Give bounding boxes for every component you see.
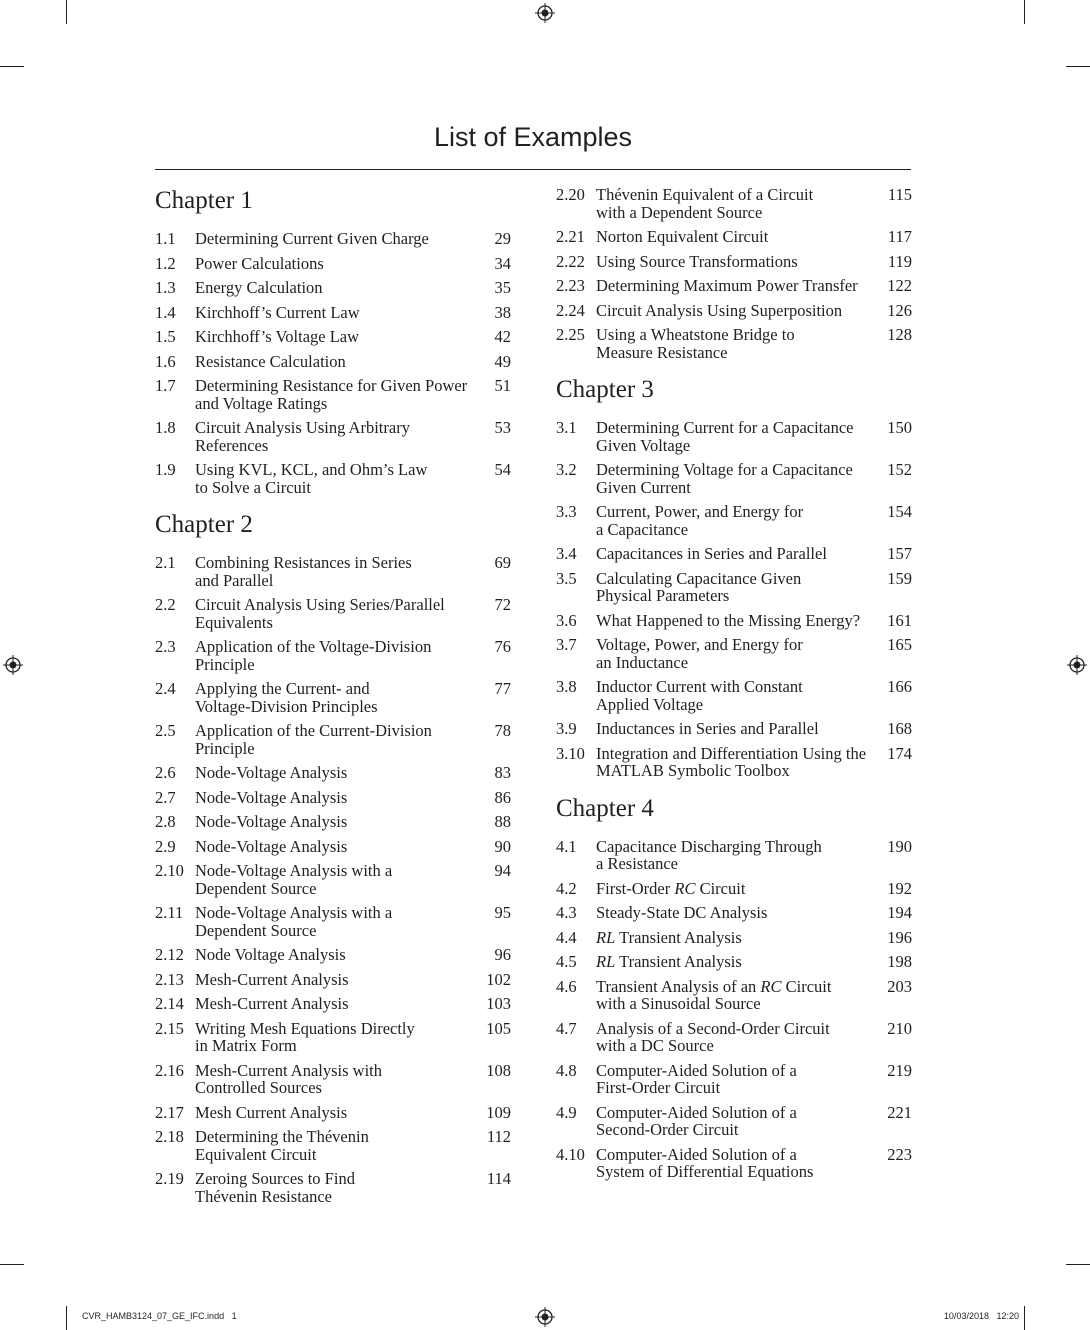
example-entry[interactable] <box>155 419 511 454</box>
example-page: 109 <box>486 1102 511 1122</box>
example-title: Node-Voltage Analysis <box>195 812 348 831</box>
example-title: Node-Voltage Analysis <box>195 836 348 856</box>
example-title: Computer-Aided Solution of a System of Differential Equations <box>596 1144 814 1181</box>
example-entry[interactable] <box>155 1104 511 1122</box>
example-title: Kirchhoff’s Voltage Law <box>195 327 360 346</box>
example-number: 2.12 <box>155 945 184 964</box>
example-number: 1.1 <box>155 229 176 248</box>
example-entry[interactable] <box>155 838 511 856</box>
footer-date: 10/03/2018 12:20 <box>943 1311 1019 1321</box>
example-number: 2.14 <box>155 994 184 1013</box>
example-page: 122 <box>887 276 912 295</box>
example-entry[interactable] <box>155 946 511 964</box>
chapter-heading: Chapter 1 <box>155 187 253 214</box>
example-page: 34 <box>494 253 511 273</box>
example-title: Node-Voltage Analysis <box>195 787 348 807</box>
example-number: 2.25 <box>556 325 585 344</box>
example-number: 1.3 <box>155 278 176 297</box>
example-page: 51 <box>494 376 511 395</box>
example-title: Node Voltage Analysis <box>195 945 346 964</box>
example-number: 4.3 <box>556 903 577 922</box>
example-number: 2.19 <box>155 1169 184 1188</box>
example-title: Application of the Current-Division Principle <box>195 721 432 758</box>
example-page: 168 <box>887 719 912 738</box>
example-entry[interactable] <box>556 978 912 1013</box>
title-rule <box>155 169 911 170</box>
example-entry[interactable] <box>556 461 912 496</box>
example-number: 2.1 <box>155 553 176 572</box>
example-page: 126 <box>887 300 912 320</box>
example-page: 115 <box>887 185 912 204</box>
example-entry[interactable] <box>556 838 912 873</box>
example-entry[interactable] <box>155 789 511 807</box>
example-entry[interactable] <box>556 745 912 780</box>
chapter-section <box>155 186 511 496</box>
example-entry[interactable] <box>155 304 511 322</box>
example-page: 161 <box>887 610 912 630</box>
chapter-section <box>556 794 912 1181</box>
example-page: 105 <box>486 1018 511 1038</box>
example-title: Determining Current for a Capacitance Given Voltage <box>596 418 854 455</box>
example-page: 76 <box>494 637 511 656</box>
example-page: 112 <box>486 1127 511 1146</box>
example-title: Node-Voltage Analysis with a Dependent Source <box>195 861 393 898</box>
example-title: Circuit Analysis Using Superposition <box>596 300 843 320</box>
registration-mark-icon <box>1067 655 1087 675</box>
example-title: Resistance Calculation <box>195 351 346 371</box>
example-entry[interactable] <box>155 764 511 782</box>
example-page: 154 <box>887 502 912 521</box>
example-number: 3.5 <box>556 568 577 588</box>
crop-mark <box>1024 1306 1025 1330</box>
example-entry[interactable] <box>155 596 511 631</box>
example-entry[interactable] <box>556 612 912 630</box>
example-number: 4.9 <box>556 1102 577 1122</box>
example-title: Node-Voltage Analysis with a Dependent Source <box>195 903 393 940</box>
example-title: Voltage, Power, and Energy for an Inductance <box>596 635 803 672</box>
example-title: Mesh-Current Analysis <box>195 969 349 989</box>
example-entry[interactable] <box>556 503 912 538</box>
example-title: Inductor Current with Constant Applied Voltage <box>596 677 803 714</box>
example-page: 221 <box>887 1102 912 1122</box>
right-column <box>556 186 912 1188</box>
example-page: 72 <box>494 595 511 614</box>
example-entry[interactable] <box>556 419 912 454</box>
example-entry[interactable] <box>556 904 912 922</box>
example-number: 1.8 <box>155 418 176 437</box>
example-number: 2.24 <box>556 300 585 320</box>
example-page: 192 <box>887 878 912 898</box>
example-page: 174 <box>887 743 912 763</box>
example-entry[interactable] <box>556 186 912 221</box>
example-entry[interactable] <box>155 230 511 248</box>
example-entry[interactable] <box>155 722 511 757</box>
example-number: 3.9 <box>556 719 577 738</box>
example-entry[interactable] <box>155 971 511 989</box>
example-entry[interactable] <box>556 326 912 361</box>
example-page: 128 <box>887 325 912 344</box>
example-entry[interactable] <box>155 995 511 1013</box>
example-number: 2.22 <box>556 251 585 271</box>
example-number: 2.16 <box>155 1060 184 1080</box>
example-entry[interactable] <box>155 461 511 496</box>
example-number: 2.20 <box>556 185 585 204</box>
example-number: 1.7 <box>155 376 176 395</box>
example-number: 1.6 <box>155 351 176 371</box>
crop-mark <box>0 66 24 67</box>
example-entry[interactable] <box>556 277 912 295</box>
chapter-section <box>556 375 912 780</box>
example-page: 78 <box>494 721 511 740</box>
example-number: 3.6 <box>556 610 577 630</box>
example-title: Computer-Aided Solution of a First-Order Circuit <box>596 1060 797 1097</box>
example-title: Computer-Aided Solution of a Second-Order Circuit <box>596 1102 797 1139</box>
example-number: 2.9 <box>155 836 176 856</box>
example-page: 53 <box>494 418 511 437</box>
example-number: 4.8 <box>556 1060 577 1080</box>
example-entry[interactable] <box>556 636 912 671</box>
example-title: Mesh Current Analysis <box>195 1102 348 1122</box>
example-page: 150 <box>887 418 912 437</box>
example-entry[interactable] <box>155 279 511 297</box>
example-page: 88 <box>494 812 511 831</box>
example-number: 2.13 <box>155 969 184 989</box>
circuit-abbrev: RL <box>596 952 616 971</box>
example-title: Mesh-Current Analysis with Controlled Sources <box>195 1060 382 1097</box>
example-title: Application of the Voltage-Division Principle <box>195 637 432 674</box>
example-entry[interactable] <box>556 545 912 563</box>
example-title: Capacitance Discharging Through a Resistance <box>596 836 822 873</box>
crop-mark <box>1066 66 1090 67</box>
example-page: 210 <box>887 1018 912 1038</box>
crop-mark <box>1066 1264 1090 1265</box>
example-title: Determining the Thévenin Equivalent Circuit <box>195 1127 369 1164</box>
example-number: 2.15 <box>155 1018 184 1038</box>
example-title: First-Order RC Circuit <box>596 878 746 898</box>
example-title: Inductances in Series and Parallel <box>596 719 819 738</box>
example-page: 196 <box>887 927 912 947</box>
example-entry[interactable] <box>556 929 912 947</box>
example-title: Capacitances in Series and Parallel <box>596 544 827 563</box>
example-entry[interactable] <box>155 255 511 273</box>
left-column <box>155 186 511 1212</box>
example-page: 94 <box>494 861 511 880</box>
example-page: 157 <box>887 544 912 563</box>
example-number: 2.8 <box>155 812 176 831</box>
example-entry[interactable] <box>155 680 511 715</box>
example-entry[interactable] <box>556 953 912 971</box>
example-entry[interactable] <box>155 813 511 831</box>
example-title: Analysis of a Second-Order Circuit with a DC Source <box>596 1018 830 1055</box>
example-page: 77 <box>494 679 511 698</box>
example-title: Writing Mesh Equations Directly in Matrix Form <box>195 1018 415 1055</box>
example-number: 2.5 <box>155 721 176 740</box>
example-number: 3.4 <box>556 544 577 563</box>
example-page: 219 <box>887 1060 912 1080</box>
example-number: 1.5 <box>155 327 176 346</box>
example-number: 2.21 <box>556 227 585 246</box>
example-page: 90 <box>494 836 511 856</box>
example-page: 159 <box>887 568 912 588</box>
example-number: 4.1 <box>556 836 577 856</box>
page-title: List of Examples <box>433 122 633 152</box>
example-number: 2.23 <box>556 276 585 295</box>
example-entry[interactable] <box>556 678 912 713</box>
example-page: 190 <box>887 836 912 856</box>
example-title: Circuit Analysis Using Series/Parallel Equivalents <box>195 595 445 632</box>
registration-mark-icon <box>535 3 555 23</box>
example-entry[interactable] <box>155 1128 511 1163</box>
example-page: 103 <box>486 994 511 1013</box>
example-entry[interactable] <box>556 228 912 246</box>
example-page: 117 <box>887 227 912 246</box>
example-number: 4.4 <box>556 927 577 947</box>
example-title: Zeroing Sources to Find Thévenin Resistance <box>195 1169 355 1206</box>
example-page: 102 <box>486 969 511 989</box>
example-page: 49 <box>494 351 511 371</box>
example-entry[interactable] <box>155 638 511 673</box>
example-number: 1.9 <box>155 460 176 479</box>
example-number: 3.10 <box>556 743 585 763</box>
example-entry[interactable] <box>556 720 912 738</box>
example-page: 152 <box>887 460 912 479</box>
example-title: Kirchhoff’s Current Law <box>195 302 360 322</box>
example-entry[interactable] <box>556 570 912 605</box>
example-number: 2.17 <box>155 1102 184 1122</box>
example-title: Using KVL, KCL, and Ohm’s Law to Solve a Circuit <box>195 460 428 497</box>
example-number: 1.2 <box>155 253 176 273</box>
example-entry[interactable] <box>556 302 912 320</box>
chapter-heading: Chapter 4 <box>556 794 654 822</box>
example-title: What Happened to the Missing Energy? <box>596 610 861 630</box>
example-number: 3.8 <box>556 677 577 696</box>
example-page: 42 <box>494 327 511 346</box>
example-number: 4.6 <box>556 976 577 996</box>
example-page: 165 <box>887 635 912 654</box>
example-number: 3.2 <box>556 460 577 479</box>
example-number: 3.7 <box>556 635 577 654</box>
circuit-abbrev: RL <box>596 927 616 947</box>
example-number: 4.2 <box>556 878 577 898</box>
example-title: Transient Analysis of an RC Circuit with a Sinusoidal Source <box>596 976 832 1013</box>
example-entry[interactable] <box>155 1062 511 1097</box>
circuit-abbrev: RC <box>674 878 696 898</box>
example-entry[interactable] <box>155 1020 511 1055</box>
example-entry[interactable] <box>155 377 511 412</box>
example-entry[interactable] <box>155 904 511 939</box>
footer-file-slug: CVR_HAMB3124_07_GE_IFC.indd 1 <box>82 1311 237 1321</box>
example-page: 96 <box>494 945 511 964</box>
example-number: 3.3 <box>556 502 577 521</box>
example-title: Determining Maximum Power Transfer <box>596 276 858 295</box>
example-title: RL Transient Analysis <box>596 952 742 971</box>
example-number: 4.5 <box>556 952 577 971</box>
example-title: Node-Voltage Analysis <box>195 763 348 782</box>
example-page: 108 <box>486 1060 511 1080</box>
example-title: Circuit Analysis Using Arbitrary References <box>195 418 410 455</box>
example-entry[interactable] <box>556 1104 912 1139</box>
example-page: 114 <box>486 1169 511 1188</box>
example-page: 203 <box>887 976 912 996</box>
example-title: Using Source Transformations <box>596 251 798 271</box>
example-number: 2.3 <box>155 637 176 656</box>
example-number: 2.2 <box>155 595 176 614</box>
example-page: 86 <box>494 787 511 807</box>
crop-mark <box>1024 0 1025 24</box>
example-entry[interactable] <box>556 1062 912 1097</box>
circuit-abbrev: RC <box>760 976 782 996</box>
example-entry[interactable] <box>155 328 511 346</box>
example-page: 35 <box>494 278 511 297</box>
example-page: 69 <box>494 553 511 572</box>
example-page: 95 <box>494 903 511 922</box>
example-number: 2.10 <box>155 861 184 880</box>
example-page: 29 <box>494 229 511 248</box>
chapter-heading: Chapter 3 <box>556 376 654 403</box>
example-title: Current, Power, and Energy for a Capacitance <box>596 502 804 539</box>
example-number: 2.7 <box>155 787 176 807</box>
example-entry[interactable] <box>556 1146 912 1181</box>
registration-mark-icon <box>535 1307 555 1327</box>
registration-mark-icon <box>3 655 23 675</box>
example-title: Integration and Differentiation Using the MATLAB Symbolic Toolbox <box>596 743 867 780</box>
crop-mark <box>66 1306 67 1330</box>
example-page: 198 <box>887 952 912 971</box>
example-title: Determining Voltage for a Capacitance Given Current <box>596 460 853 497</box>
example-page: 166 <box>887 677 912 696</box>
chapter-section <box>556 186 912 361</box>
example-title: Mesh-Current Analysis <box>195 994 349 1013</box>
example-title: Combining Resistances in Series and Parallel <box>195 553 412 590</box>
example-title: Determining Resistance for Given Power and Voltage Ratings <box>195 376 468 413</box>
example-number: 2.11 <box>155 903 184 922</box>
example-number: 4.10 <box>556 1144 585 1164</box>
example-entry[interactable] <box>155 862 511 897</box>
example-page: 119 <box>887 251 912 271</box>
example-title: Thévenin Equivalent of a Circuit with a Dependent Source <box>596 185 814 222</box>
example-title: RL Transient Analysis <box>596 927 742 947</box>
example-number: 1.4 <box>155 302 176 322</box>
example-entry[interactable] <box>556 880 912 898</box>
example-number: 2.4 <box>155 679 176 698</box>
example-page: 83 <box>494 763 511 782</box>
example-entry[interactable] <box>155 554 511 589</box>
example-number: 2.6 <box>155 763 176 782</box>
crop-mark <box>0 1264 24 1265</box>
example-page: 54 <box>494 460 511 479</box>
example-entry[interactable] <box>556 253 912 271</box>
example-number: 4.7 <box>556 1018 577 1038</box>
chapter-heading: Chapter 2 <box>155 511 253 538</box>
example-title: Energy Calculation <box>195 278 323 297</box>
example-entry[interactable] <box>155 353 511 371</box>
example-number: 2.18 <box>155 1127 184 1146</box>
example-title: Norton Equivalent Circuit <box>596 227 769 246</box>
example-entry[interactable] <box>556 1020 912 1055</box>
example-title: Power Calculations <box>195 253 324 273</box>
example-number: 3.1 <box>556 418 577 437</box>
example-title: Calculating Capacitance Given Physical Parameters <box>596 568 802 605</box>
example-page: 194 <box>887 903 912 922</box>
example-title: Applying the Current- and Voltage-Division Principles <box>195 679 378 716</box>
example-title: Using a Wheatstone Bridge to Measure Resistance <box>596 325 795 362</box>
example-page: 223 <box>887 1144 912 1164</box>
example-title: Determining Current Given Charge <box>195 229 429 248</box>
chapter-section <box>155 510 511 1205</box>
example-page: 38 <box>494 302 511 322</box>
example-entry[interactable] <box>155 1170 511 1205</box>
example-title: Steady-State DC Analysis <box>596 903 768 922</box>
crop-mark <box>66 0 67 24</box>
